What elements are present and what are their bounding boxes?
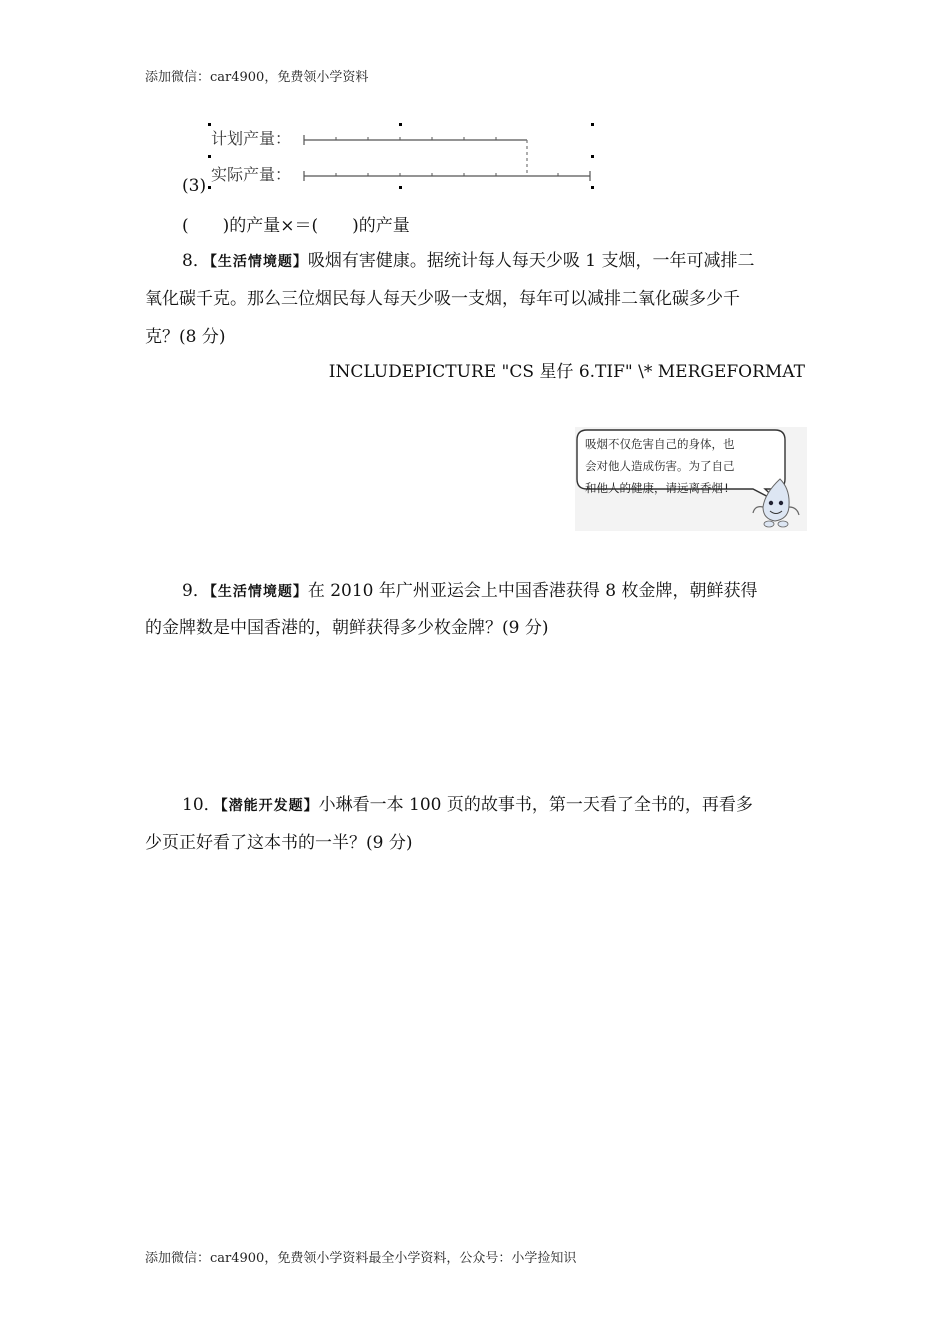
q7-formula: ( )的产量×＝( )的产量 bbox=[182, 216, 410, 236]
mascot-speech-bubble bbox=[575, 427, 807, 531]
q9-number: 9． bbox=[182, 581, 210, 601]
picture-field-code: INCLUDEPICTURE "CS 星仔 6.TIF" \* MERGEFORMAT bbox=[328, 362, 805, 382]
q10-number: 10． bbox=[182, 795, 221, 815]
q8-line1 bbox=[182, 246, 754, 271]
bubble-text bbox=[585, 433, 780, 499]
page-footer: 添加微信：car4900，免费领小学资料最全小学资料，公众号：小学捡知识 bbox=[145, 1251, 577, 1266]
q9-tag: 【生活情境题】 bbox=[209, 584, 308, 600]
q8-tag: 【生活情境题】 bbox=[209, 254, 308, 270]
segment-diagram bbox=[200, 118, 600, 196]
q9-line2: 的金牌数是中国香港的，朝鲜获得多少枚金牌？(9 分) bbox=[145, 618, 549, 638]
q10-line1 bbox=[182, 790, 753, 815]
bubble-line: 吸烟不仅危害自己的身体，也 bbox=[585, 437, 735, 451]
q10-tag: 【潜能开发题】 bbox=[220, 798, 319, 814]
bubble-line: 会对他人造成伤害。为了自己 bbox=[585, 459, 735, 473]
page-header: 添加微信：car4900，免费领小学资料 bbox=[145, 70, 369, 85]
actual-label: 实际产量： bbox=[211, 165, 292, 184]
bubble-line: 和他人的健康，请远离香烟! bbox=[585, 481, 730, 495]
q8-number: 8． bbox=[182, 251, 210, 271]
q9-line1 bbox=[182, 576, 758, 601]
q10-line2: 少页正好看了这本书的一半？(9 分) bbox=[145, 833, 413, 853]
plan-label: 计划产量： bbox=[211, 129, 292, 148]
q8-text1: 吸烟有害健康。据统计每人每天少吸 1 支烟，一年可减排二 bbox=[307, 251, 755, 271]
q9-text1: 在 2010 年广州亚运会上中国香港获得 8 枚金牌，朝鲜获得 bbox=[307, 581, 758, 601]
q8-line3: 克？(8 分) bbox=[145, 327, 226, 347]
q7-number: (3) bbox=[182, 176, 207, 196]
q8-line2: 氧化碳千克。那么三位烟民每人每天少吸一支烟，每年可以减排二氧化碳多少千 bbox=[145, 289, 740, 309]
q10-text1: 小琳看一本 100 页的故事书，第一天看了全书的，再看多 bbox=[318, 795, 753, 815]
